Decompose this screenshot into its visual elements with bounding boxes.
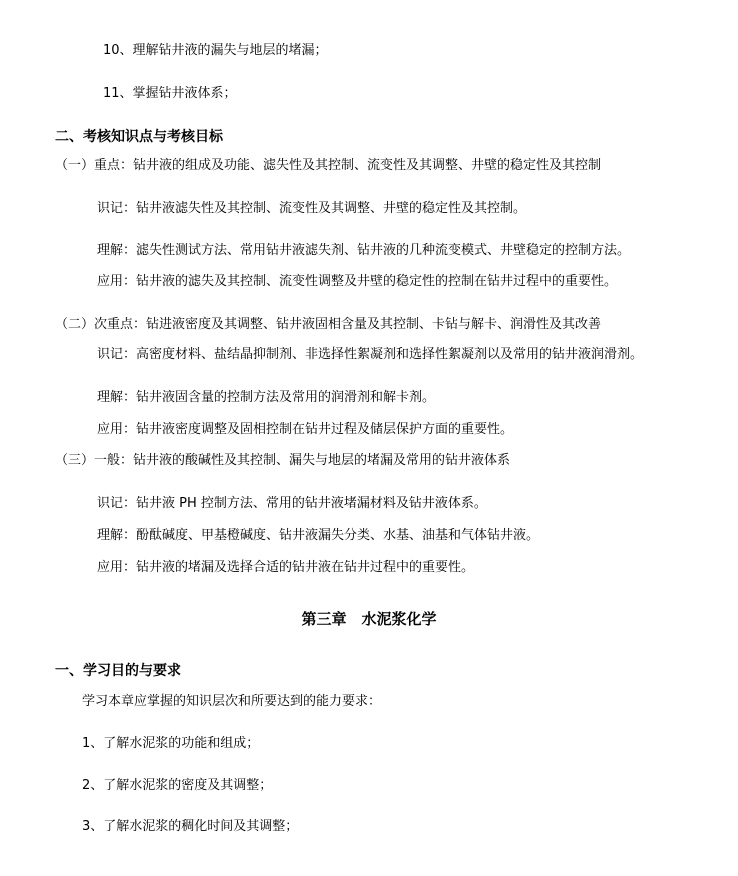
requirement-2: 2、了解水泥浆的密度及其调整； [82, 778, 273, 793]
key-points-remember: 识记：钻井液滤失性及其控制、流变性及其调整、井壁的稳定性及其控制。 [97, 201, 527, 216]
key-points-understand: 理解：滤失性测试方法、常用钻井液滤失剂、钻井液的几种流变模式、井壁稳定的控制方法。 [97, 243, 631, 258]
general-points-understand: 理解：酚酞碱度、甲基橙碱度、钻井液漏失分类、水基、油基和气体钻井液。 [97, 528, 540, 543]
requirement-1: 1、了解水泥浆的功能和组成； [82, 736, 260, 751]
general-points-remember: 识记：钻井液 PH 控制方法、常用的钻井液堵漏材料及钻井液体系。 [97, 496, 487, 511]
item-10: 10、理解钻井液的漏失与地层的堵漏； [103, 43, 328, 58]
key-points-heading: （一）重点：钻井液的组成及功能、滤失性及其控制、流变性及其调整、井壁的稳定性及其控制 [55, 158, 602, 173]
key-points-apply: 应用：钻井液的滤失及其控制、流变性调整及井壁的稳定性的控制在钻井过程中的重要性。 [97, 274, 618, 289]
item-11: 11、掌握钻井液体系； [103, 86, 237, 101]
secondary-points-remember: 识记：高密度材料、盐结晶抑制剂、非选择性絮凝剂和选择性絮凝剂以及常用的钻井液润滑剂。 [97, 347, 644, 362]
secondary-points-heading: （二）次重点：钻进液密度及其调整、钻井液固相含量及其控制、卡钻与解卡、润滑性及其改善 [55, 317, 602, 332]
intro-text: 学习本章应掌握的知识层次和所要达到的能力要求： [82, 694, 382, 709]
chapter-title: 第三章 水泥浆化学 [301, 610, 437, 628]
secondary-points-understand: 理解：钻井液固含量的控制方法及常用的润滑剂和解卡剂。 [97, 390, 436, 405]
requirement-3: 3、了解水泥浆的稠化时间及其调整； [82, 819, 299, 834]
section-1-title: 一、学习目的与要求 [55, 663, 181, 679]
secondary-points-apply: 应用：钻井液密度调整及固相控制在钻井过程及储层保护方面的重要性。 [97, 422, 514, 437]
general-points-heading: （三）一般：钻井液的酸碱性及其控制、漏失与地层的堵漏及常用的钻井液体系 [55, 453, 511, 468]
general-points-apply: 应用：钻井液的堵漏及选择合适的钻井液在钻井过程中的重要性。 [97, 560, 475, 575]
section-2-title: 二、考核知识点与考核目标 [55, 129, 223, 145]
